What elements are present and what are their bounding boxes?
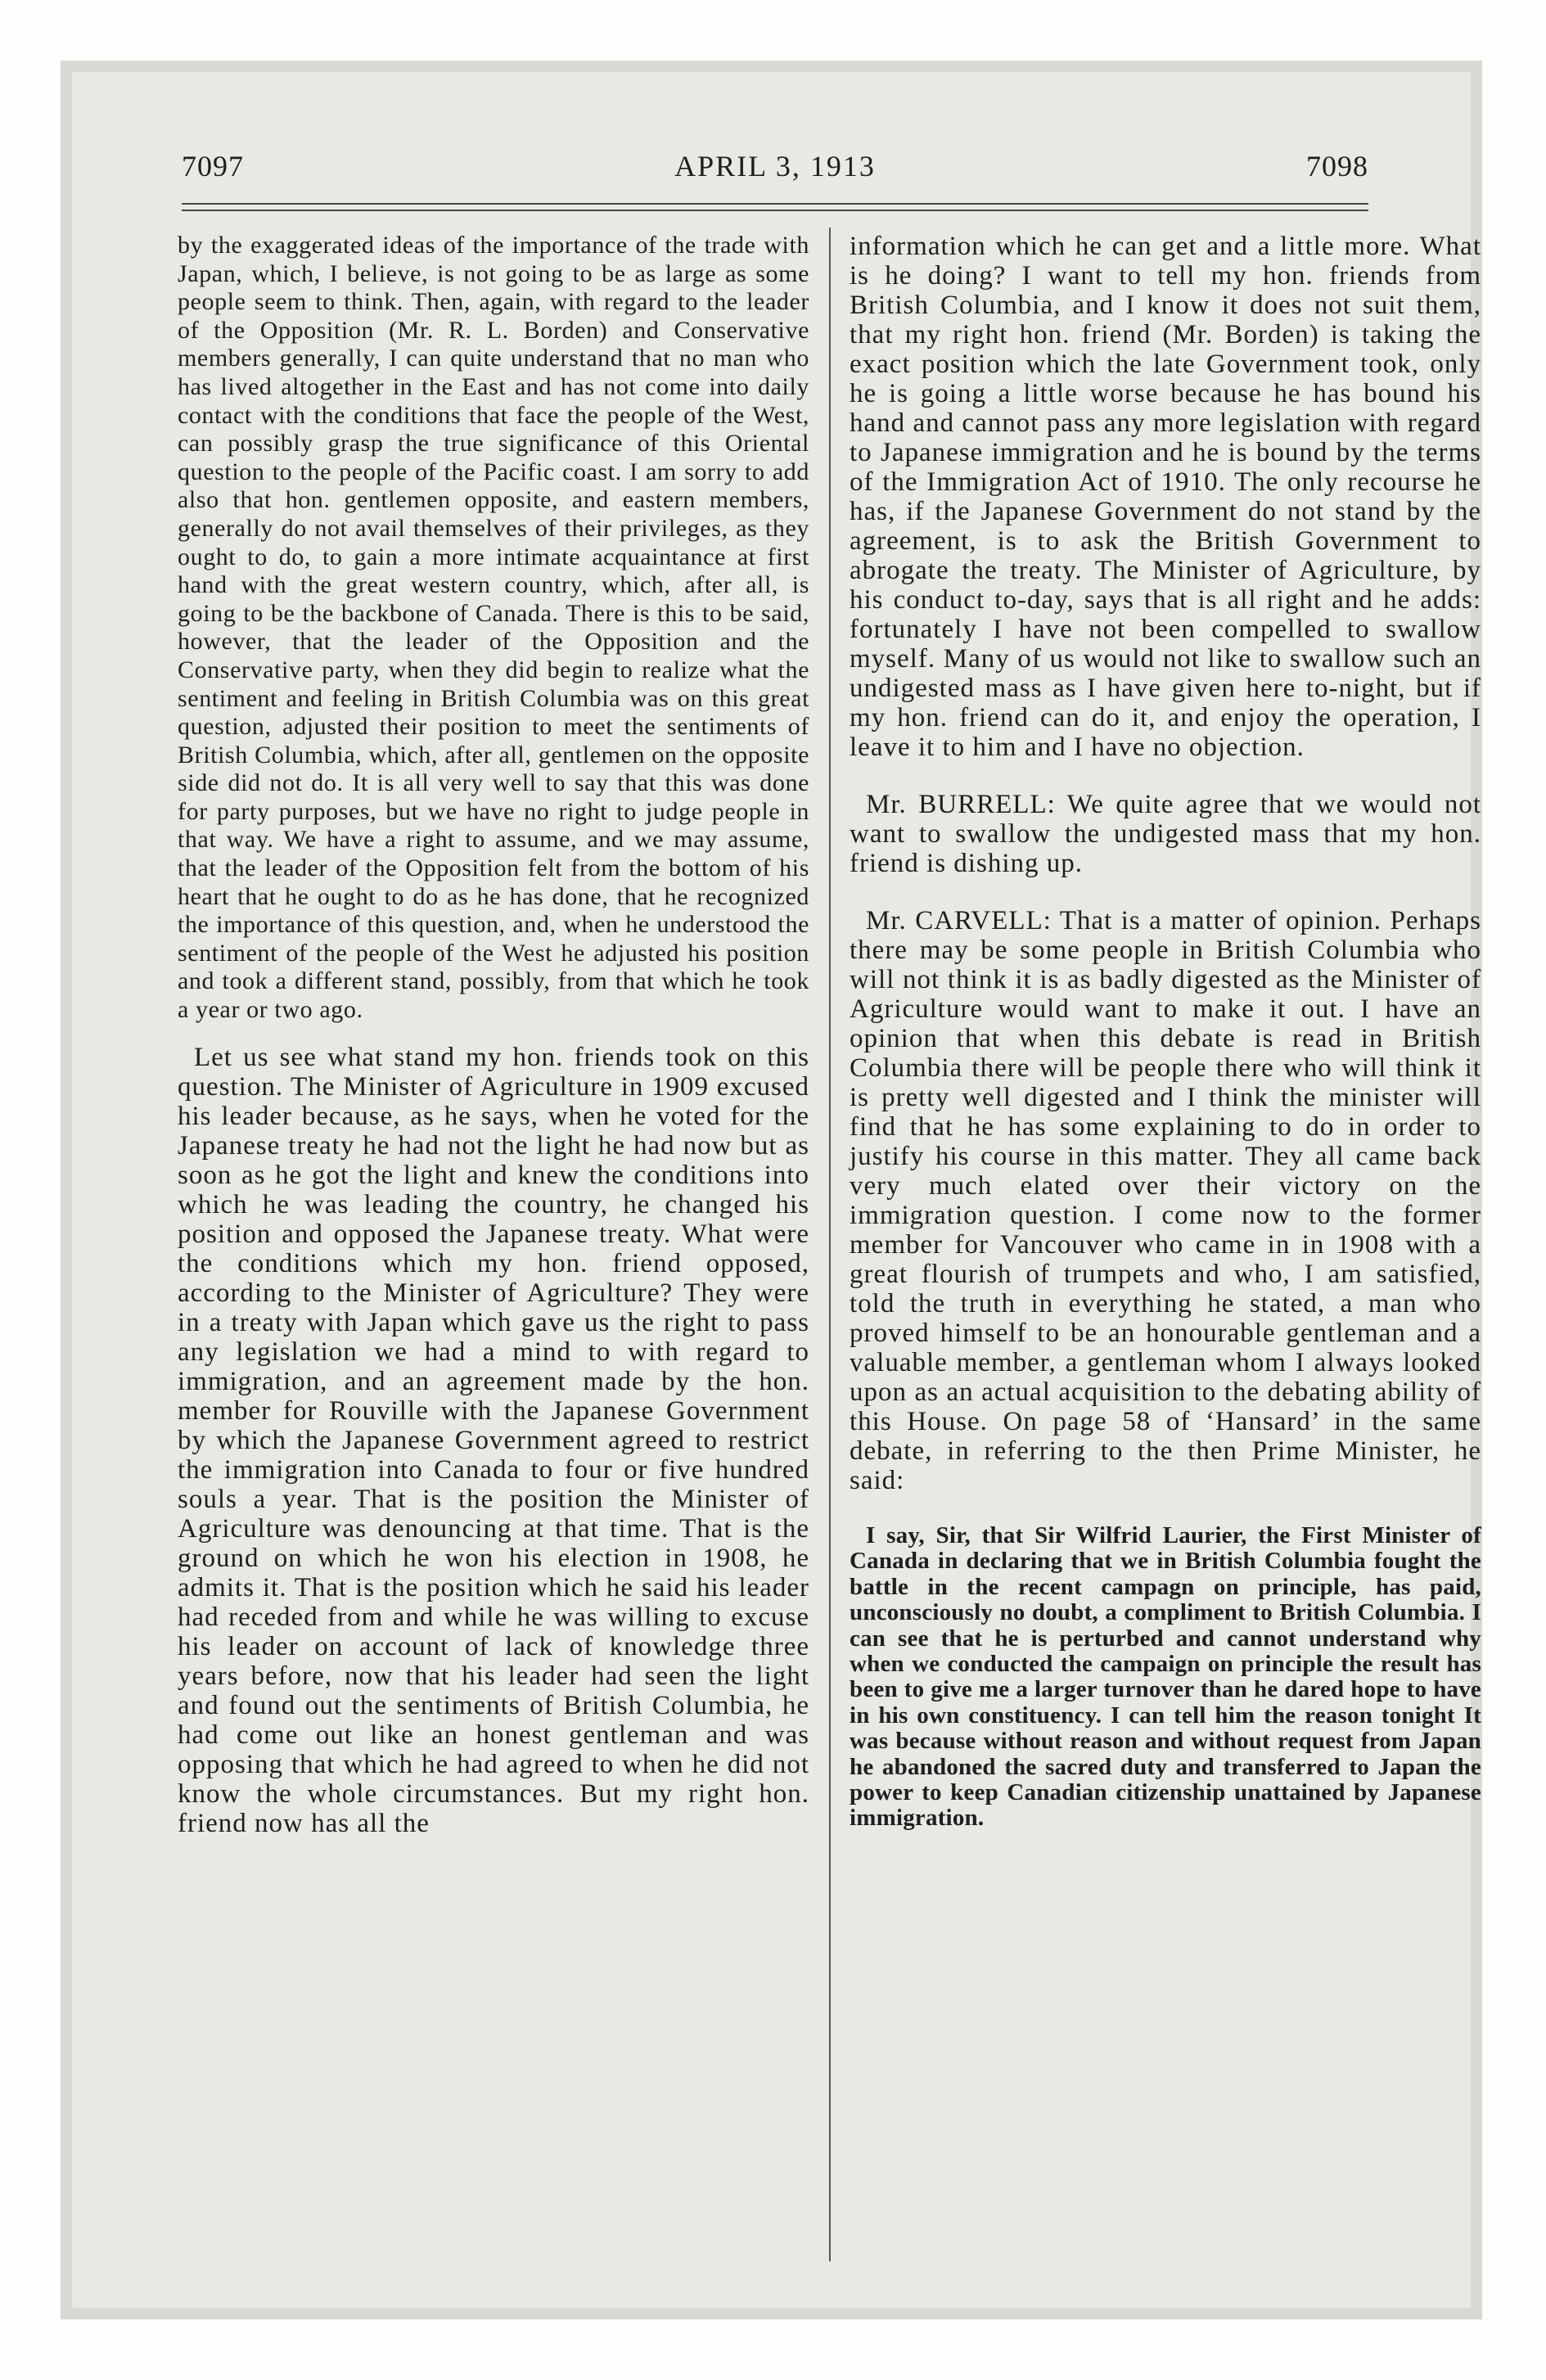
- right-paragraph-1: information which he can get and a little more. What is he doing? I want to tell my hon. friends from British Columbia, and I know it does not suit them, that my right hon. friend (Mr. Borden) is taking the exact position which the late Government took, only he is going a little worse because he has bound his hand and cannot pass any more legislation with regard to Japanese immigration and he is bound by the terms of the Immigration Act of 1910. The only recourse he has, if the Japanese Government do not stand by the agreement, is to ask the British Government to abrogate the treaty. The Minister of Agriculture, by his conduct to-day, says that is all right and he adds: fortunately I have not been compelled to swallow myself. Many of us would not like to swallow such an undigested mass as I have given here to-night, but if my hon. friend can do it, and enjoy the operation, I leave it to him and I have no objection.: [850, 232, 1481, 762]
- header-rule-top: [182, 203, 1368, 205]
- page-number-left: 7097: [182, 150, 244, 183]
- quoted-passage: I say, Sir, that Sir Wilfrid Laurier, the First Minister of Canada in declaring that we in British Columbia fought the battle in the recent campagn on principle, has paid, unconsciously no doubt, a compliment to British Columbia. I can see that he is perturbed and cannot understand why when we conducted the campaign on principle the result has been to give me a larger turnover than he dared hope to have in his own constituency. I can tell him the reason tonight It was because without reason and without request from Japan he abandoned the sacred duty and transferred to Japan the power to keep Canadian citizenship unattained by Japanese immigration.: [850, 1522, 1481, 1832]
- left-column: [178, 232, 809, 1838]
- header-rule-bottom: [182, 210, 1368, 211]
- hansard-page: [72, 72, 1481, 2308]
- left-paragraph-2: Let us see what stand my hon. friends took on this question. The Minister of Agriculture in 1909 excused his leader because, as he says, when he voted for the Japanese treaty he had not the light he had now but as soon as he got the light and knew the conditions into which he was leading the country, he changed his position and opposed the Japanese treaty. What were the conditions which my hon. friend opposed, according to the Minister of Agriculture? They were in a treaty with Japan which gave us the right to pass any legislation we had a mind to with regard to immigration, and an agreement made by the hon. member for Rouville with the Japanese Government by which the Japanese Government agreed to restrict the immigration into Canada to four or five hundred souls a year. That is the position the Minister of Agriculture was denouncing at that time. That is the ground on which he won his election in 1908, he admits it. That is the position which he said his leader had receded from and while he was willing to excuse his leader on account of lack of knowledge three years before, now that his leader had seen the light and found out the sentiments of British Columbia, he had come out like an honest gentleman and was opposing that which he had agreed to when he did not know the whole circumstances. But my right hon. friend now has all the: [178, 1042, 809, 1838]
- right-column: [850, 232, 1481, 1832]
- page-header: [182, 137, 1368, 195]
- page-date: APRIL 3, 1913: [674, 150, 876, 183]
- carvell-speech: Mr. CARVELL: That is a matter of opinion. Perhaps there may be some people in British Columbia who will not think it is as badly digested as the Minister of Agriculture would want to make it out. I have an opinion that when this debate is read in British Columbia there will be people there who will think it is pretty well digested and I think the minister will find that he has some explaining to do in order to justify his course in this matter. They all came back very much elated over their victory on the immigration question. I come now to the former member for Vancouver who came in in 1908 with a great flourish of trumpets and who, I am satisfied, told the truth in everything he stated, a man who proved himself to be an honourable gentleman and a valuable member, a gentleman whom I always looked upon as an actual acquisition to the debating ability of this House. On page 58 of ‘Hansard’ in the same debate, in referring to the then Prime Minister, he said:: [850, 906, 1481, 1495]
- scan-border: [61, 61, 1482, 2319]
- left-paragraph-1: by the exaggerated ideas of the importance of the trade with Japan, which, I believe, is not going to be as large as some people seem to think. Then, again, with regard to the leader of the Opposition (Mr. R. L. Borden) and Conservative members generally, I can quite understand that no man who has lived altogether in the East and has not come into daily contact with the conditions that face the people of the West, can possibly grasp the true significance of this Oriental question to the people of the Pacific coast. I am sorry to add also that hon. gentlemen opposite, and eastern members, generally do not avail themselves of their privileges, as they ought to do, to gain a more intimate acquaintance at first hand with the great western country, which, after all, is going to be the backbone of Canada. There is this to be said, however, that the leader of the Opposition and the Conservative party, when they did begin to realize what the sentiment and feeling in British Columbia was on this great question, adjusted their position to meet the sentiments of British Columbia, which, after all, gentlemen on the opposite side did not do. It is all very well to say that this was done for party purposes, but we have no right to judge people in that way. We have a right to assume, and we may assume, that the leader of the Opposition felt from the bottom of his heart that he ought to do as he has done, that he recognized the importance of this question, and, when he understood the sentiment of the people of the West he adjusted his position and took a different stand, possibly, from that which he took a year or two ago.: [178, 232, 809, 1024]
- burrell-speech: Mr. BURRELL: We quite agree that we would not want to swallow the undigested mass that my hon. friend is dishing up.: [850, 790, 1481, 878]
- column-divider: [829, 228, 831, 2261]
- page-number-right: 7098: [1306, 150, 1368, 183]
